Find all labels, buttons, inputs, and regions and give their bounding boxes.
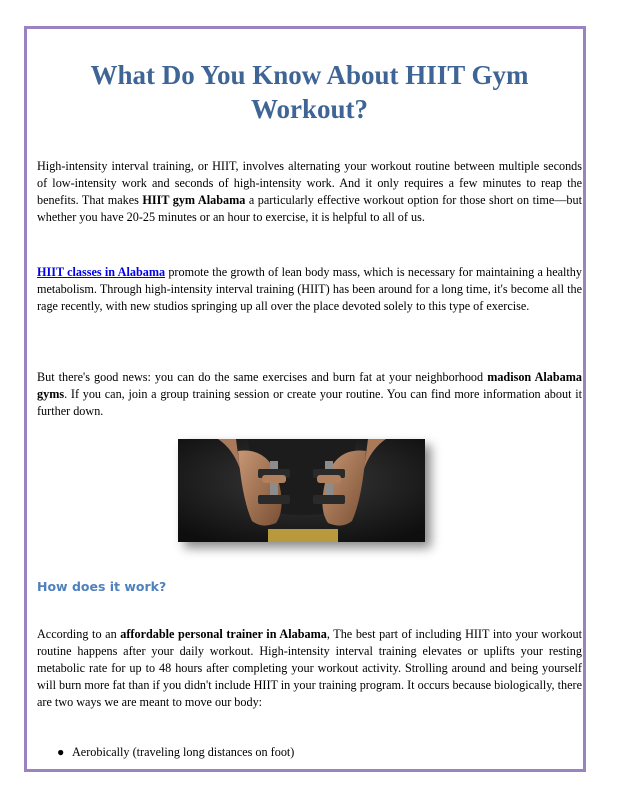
hiit-classes-link[interactable]: HIIT classes in Alabama [37, 265, 166, 279]
classes-paragraph: HIIT classes in Alabama promote the growth of lean body mass, which is necessary for maintaining a healthy metabolism. Through high-intensity interval training (HIIT) has been around for a long time, it's become all the rage recently, with new studios springing up all over the place devoted solely to this type of exercise. [37, 265, 582, 313]
list-item: ● Aerobically (traveling long distances on foot) [57, 745, 295, 759]
trainer-paragraph: According to an affordable personal trainer in Alabama, The best part of including HIIT into your workout routine happens after your daily workout. High-intensity interval training elevates or uplifts your resting metabolic rate for up to 48 hours after completing your workout activity. Strolling around and being yourself will burn more fat than if you didn't include HIIT in your training program. It occurs because biologically, there are two ways we are meant to move our body: [37, 627, 582, 709]
page-title: What Do You Know About HIIT Gym Workout? [90, 60, 529, 124]
bold-keyword: HIIT gym Alabama [142, 193, 246, 207]
gyms-paragraph: But there's good news: you can do the same exercises and burn fat at your neighborhood madison Alabama gyms. If you can, join a group training session or create your routine. You can find more information about it further down. [37, 370, 582, 418]
bold-keyword: madison Alabama gyms [37, 370, 582, 401]
dumbbell-workout-image [178, 439, 425, 542]
bold-keyword: affordable personal trainer in Alabama [120, 627, 327, 641]
document-body [37, 58, 582, 759]
bullet-icon: ● [57, 745, 65, 759]
section-heading: How does it work? [37, 579, 167, 594]
movement-list [37, 744, 294, 761]
intro-paragraph: High-intensity interval training, or HIIT, involves alternating your workout routine between multiple seconds of low-intensity work and seconds of high-intensity work. And it only requires a few minutes to reap the benefits. That makes HIIT gym Alabama a particularly effective workout option for those short on time—but whether you have 20-25 minutes or an hour to exercise, it is helpful to all of us. [37, 159, 582, 224]
dumbbell-photo-graphic [178, 439, 425, 542]
